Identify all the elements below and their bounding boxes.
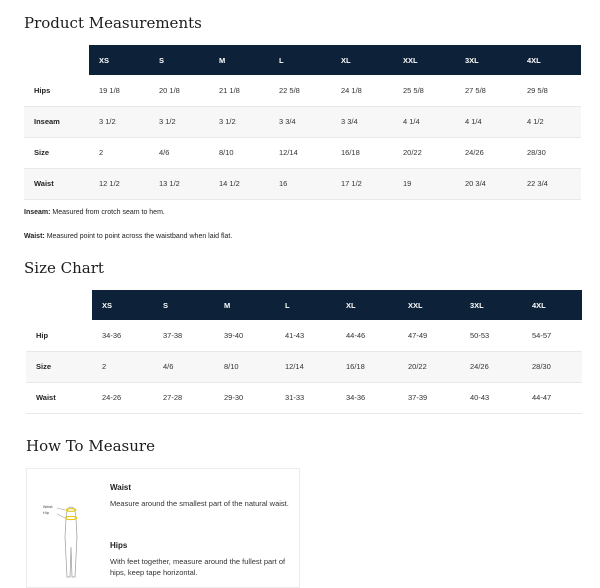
table-cell: 12 1/2 [99, 179, 120, 188]
table-cell: 2 [102, 362, 107, 371]
row-label: Waist [34, 179, 54, 188]
waist-measure-text: Measure around the smallest part of the natural waist. [110, 499, 289, 508]
table-cell: 4 1/2 [527, 117, 544, 126]
body-figure-icon [41, 497, 101, 587]
table-cell: 24/26 [470, 362, 489, 371]
table-cell: 14 1/2 [219, 179, 240, 188]
product-measurements-title: Product Measurements [24, 14, 202, 32]
table-cell: 24/26 [465, 148, 484, 157]
column-header: L [269, 45, 331, 75]
table-cell: 13 1/2 [159, 179, 180, 188]
table-cell: 20 3/4 [465, 179, 486, 188]
table-cell: 44-46 [346, 330, 366, 340]
note-label: Inseam: [24, 209, 51, 216]
table-cell: 41-43 [285, 330, 305, 340]
table-cell: 8/10 [224, 362, 239, 371]
size-chart-title: Size Chart [24, 259, 104, 277]
table-cell: 24 1/8 [341, 85, 362, 95]
table-cell: 34-36 [346, 393, 366, 402]
table-cell: 22 5/8 [279, 85, 300, 95]
table-cell: 17 1/2 [341, 179, 362, 188]
product-measurements-table [24, 45, 581, 200]
table-cell: 54-57 [532, 330, 552, 340]
note-text: Measured from crotch seam to hem. [50, 209, 165, 216]
column-header: L [275, 290, 336, 320]
table-cell: 21 1/8 [219, 85, 240, 95]
table-cell: 27 5/8 [465, 85, 486, 95]
table-row [26, 382, 582, 413]
figure-label-waist: Waist [43, 505, 53, 509]
table-cell: 3 3/4 [279, 117, 296, 126]
column-header: S [149, 45, 209, 75]
figure-label-hip: Hip [43, 511, 49, 515]
column-header: XL [336, 290, 398, 320]
table-cell: 22 3/4 [527, 179, 548, 188]
table-cell: 12/14 [279, 148, 298, 157]
column-header: XS [92, 290, 153, 320]
note-text: Measured point to point across the waistband when laid flat. [44, 233, 233, 240]
column-header: 4XL [517, 45, 581, 75]
table-cell: 20/22 [403, 148, 422, 157]
waist-note [24, 233, 232, 240]
table-cell: 3 1/2 [219, 117, 236, 126]
table-cell: 16 [279, 179, 288, 188]
figure-outline [65, 507, 77, 577]
row-label: Waist [36, 393, 56, 402]
column-header: 3XL [460, 290, 522, 320]
table-cell: 20/22 [408, 362, 427, 371]
column-header: M [209, 45, 269, 75]
column-header: XXL [398, 290, 460, 320]
table-header-row [26, 290, 582, 320]
note-label: Waist: [24, 233, 45, 240]
table-row [24, 137, 581, 168]
table-cell: 4 1/4 [465, 117, 482, 126]
size-chart-table [26, 290, 582, 414]
row-label: Hip [36, 330, 49, 340]
table-cell: 3 1/2 [159, 117, 176, 126]
table-row [24, 168, 581, 199]
table-cell: 29 5/8 [527, 85, 548, 95]
table-cell: 12/14 [285, 362, 304, 371]
row-label: Hips [34, 85, 51, 95]
table-row [26, 351, 582, 382]
column-header: XS [89, 45, 149, 75]
table-cell: 29-30 [224, 393, 244, 402]
table-cell: 19 [403, 179, 412, 188]
waist-pointer [57, 508, 65, 510]
how-to-measure-card [26, 468, 300, 588]
hip-tape [65, 516, 76, 519]
table-cell: 16/18 [341, 148, 360, 157]
row-label: Size [34, 148, 50, 157]
table-cell: 4/6 [159, 148, 170, 157]
table-cell: 4/6 [163, 362, 174, 371]
header-blank-cell [24, 45, 89, 75]
table-cell: 50-53 [470, 330, 490, 340]
table-cell: 37-38 [163, 330, 183, 340]
how-to-measure-title: How To Measure [26, 437, 155, 455]
table-cell: 28/30 [532, 362, 551, 371]
column-header: M [214, 290, 275, 320]
table-cell: 34-36 [102, 330, 122, 340]
column-header: 3XL [455, 45, 517, 75]
hips-measure-text: With feet together, measure around the fullest part of hips, keep tape horizontal. [110, 557, 286, 577]
table-row [24, 75, 581, 106]
table-cell: 47-49 [408, 330, 428, 340]
table-row [24, 106, 581, 137]
table-cell: 16/18 [346, 362, 365, 371]
column-header: XXL [393, 45, 455, 75]
table-cell: 44-47 [532, 393, 552, 402]
row-label: Inseam [34, 117, 60, 126]
row-label: Size [36, 362, 52, 371]
table-cell: 4 1/4 [403, 117, 420, 126]
table-cell: 40-43 [470, 393, 490, 402]
table-cell: 25 5/8 [403, 85, 424, 95]
hips-measure-title: Hips [110, 541, 128, 550]
table-cell: 28/30 [527, 148, 546, 157]
table-cell: 2 [99, 148, 104, 157]
table-row [26, 320, 582, 351]
column-header: XL [331, 45, 393, 75]
table-cell: 8/10 [219, 148, 234, 157]
column-header: S [153, 290, 214, 320]
hip-pointer [57, 514, 65, 518]
table-cell: 20 1/8 [159, 85, 180, 95]
header-blank-cell [26, 290, 92, 320]
table-cell: 3 1/2 [99, 117, 116, 126]
table-cell: 24-26 [102, 393, 122, 402]
table-cell: 31-33 [285, 393, 305, 402]
table-cell: 39-40 [224, 330, 244, 340]
table-header-row [24, 45, 581, 75]
column-header: 4XL [522, 290, 582, 320]
table-cell: 27-28 [163, 393, 183, 402]
table-cell: 19 1/8 [99, 85, 120, 95]
table-cell: 37-39 [408, 393, 428, 402]
waist-measure-title: Waist [110, 483, 132, 492]
inseam-note [24, 209, 165, 216]
table-cell: 3 3/4 [341, 117, 358, 126]
